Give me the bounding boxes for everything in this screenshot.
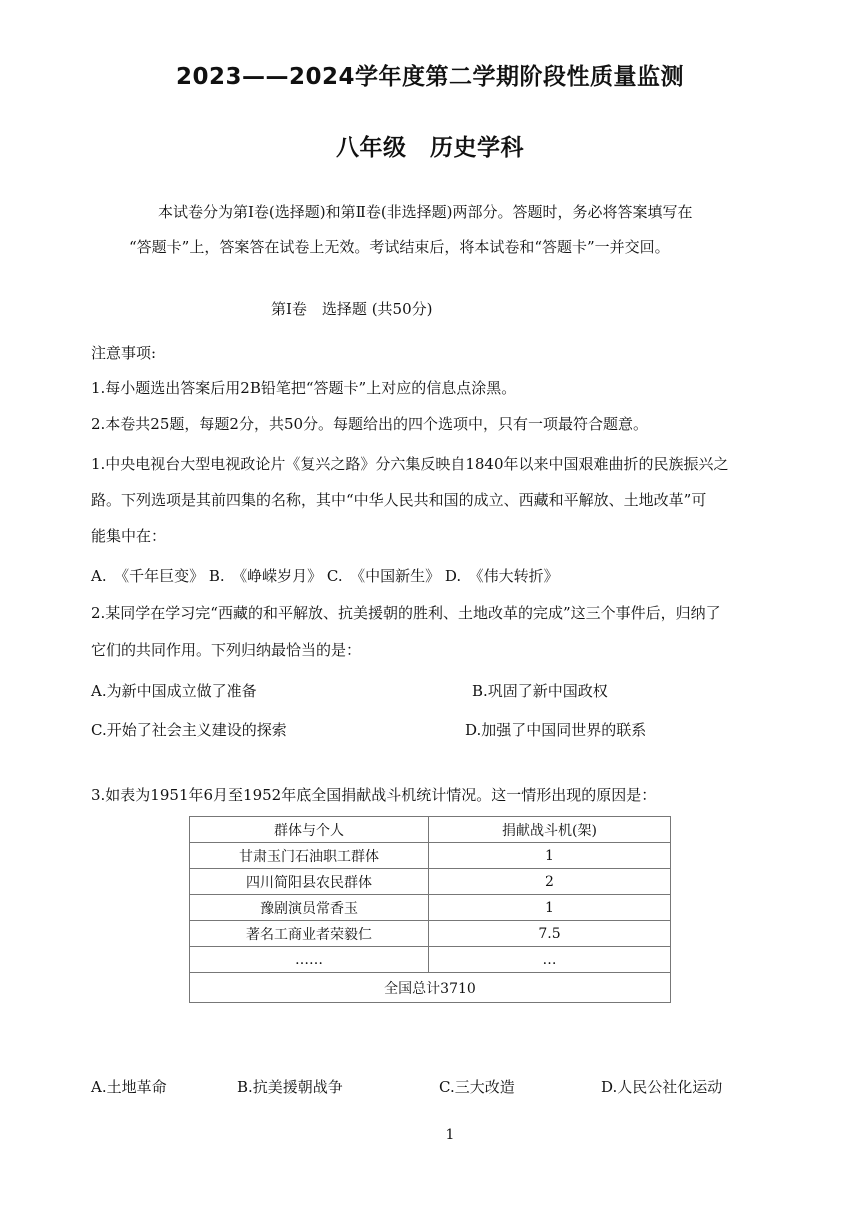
- note-item-1: 1.每小题选出答案后用2B铅笔把“答题卡”上对应的信息点涂黑。: [91, 379, 517, 397]
- q2-option-c: C.开始了社会主义建设的探索: [91, 721, 287, 739]
- table-cell: 甘肃玉门石油职工群体: [190, 843, 429, 869]
- notes-heading: 注意事项:: [91, 344, 157, 362]
- exam-title: 2023——2024学年度第二学期阶段性质量监测: [175, 64, 685, 90]
- table-header-cell: 群体与个人: [190, 817, 429, 843]
- q3-stem: 3.如表为1951年6月至1952年底全国捐献战斗机统计情况。这一情形出现的原因是：: [91, 786, 657, 804]
- section-title: 第Ⅰ卷 选择题 (共50分): [271, 300, 433, 318]
- table-cell: 1: [429, 895, 671, 921]
- table-row: [190, 947, 671, 973]
- q3-option-b: B.抗美援朝战争: [237, 1078, 343, 1096]
- intro-line-1: 本试卷分为第Ⅰ卷(选择题)和第Ⅱ卷(非选择题)两部分。答题时，务必将答案填写在: [158, 203, 693, 221]
- q1-line-2: 路。下列选项是其前四集的名称，其中“中华人民共和国的成立、西藏和平解放、土地改革”可: [91, 491, 707, 509]
- q1-line-3: 能集中在：: [91, 527, 167, 545]
- page-number: 1: [445, 1127, 455, 1143]
- table-total-cell: 全国总计3710: [190, 973, 671, 1003]
- donation-table: [189, 816, 671, 1003]
- table-cell: 豫剧演员常香玉: [190, 895, 429, 921]
- q1-options: A. 《千年巨变》 B. 《峥嵘岁月》 C. 《中国新生》 D. 《伟大转折》: [91, 567, 559, 585]
- q2-option-a: A.为新中国成立做了准备: [91, 682, 257, 700]
- table-cell: 7.5: [429, 921, 671, 947]
- table-cell: …: [429, 947, 671, 973]
- q3-option-c: C.三大改造: [439, 1078, 515, 1096]
- table-total-row: [190, 973, 671, 1003]
- exam-subtitle: 八年级 历史学科: [336, 135, 524, 161]
- q1-line-1: 1.中央电视台大型电视政论片《复兴之路》分六集反映自1840年以来中国艰难曲折的民族振兴之: [91, 455, 729, 473]
- table-cell: 2: [429, 869, 671, 895]
- q2-line-1: 2.某同学在学习完“西藏的和平解放、抗美援朝的胜利、土地改革的完成”这三个事件后，归纳了: [91, 604, 721, 622]
- table-cell: 四川简阳县农民群体: [190, 869, 429, 895]
- table-cell: 1: [429, 843, 671, 869]
- table-row: [190, 869, 671, 895]
- q3-option-d: D.人民公社化运动: [601, 1078, 723, 1096]
- table-row: [190, 895, 671, 921]
- q2-line-2: 它们的共同作用。下列归纳最恰当的是：: [91, 641, 362, 659]
- table-row: [190, 921, 671, 947]
- q3-option-a: A.土地革命: [91, 1078, 167, 1096]
- note-item-2: 2.本卷共25题，每题2分，共50分。每题给出的四个选项中，只有一项最符合题意。: [91, 415, 649, 433]
- table-cell: 著名工商业者荣毅仁: [190, 921, 429, 947]
- table-cell: ……: [190, 947, 429, 973]
- table-header-cell: 捐献战斗机(架): [429, 817, 671, 843]
- table-header-row: [190, 817, 671, 843]
- q2-option-d: D.加强了中国同世界的联系: [465, 721, 647, 739]
- q2-option-b: B.巩固了新中国政权: [472, 682, 608, 700]
- intro-line-2: “答题卡”上，答案答在试卷上无效。考试结束后，将本试卷和“答题卡”一并交回。: [129, 238, 670, 256]
- table-row: [190, 843, 671, 869]
